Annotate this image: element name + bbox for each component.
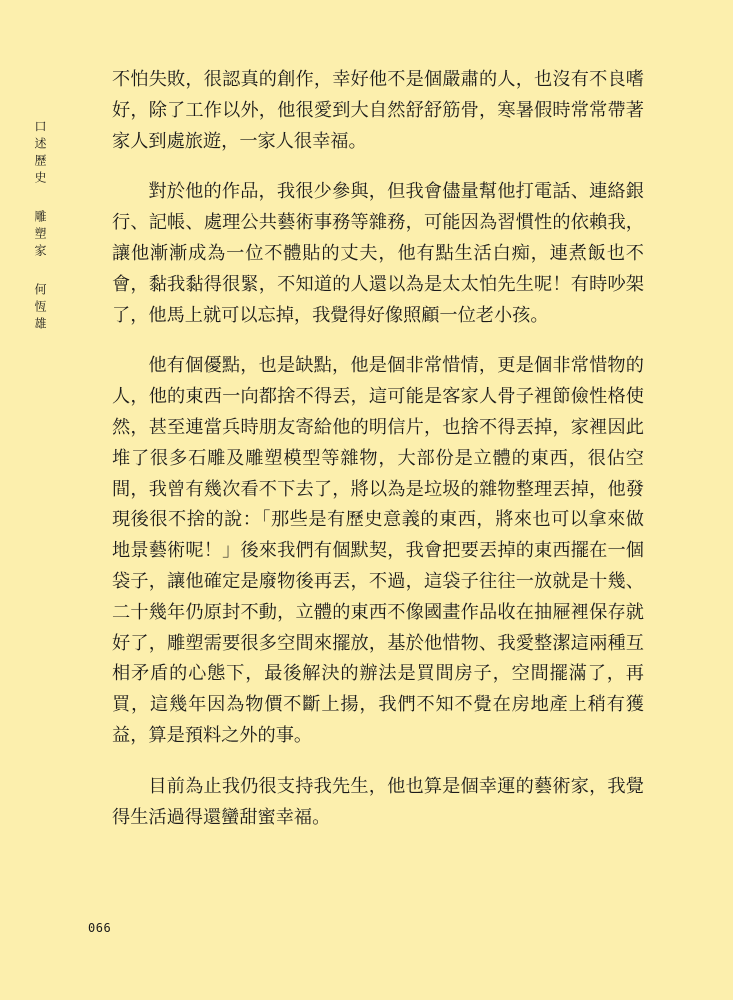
artist-name: 何恆雄 (33, 283, 47, 334)
page-number: 066 (88, 921, 112, 935)
paragraph-4: 目前為止我仍很支持我先生，他也算是個幸運的藝術家，我覺得生活過得還蠻甜蜜幸福。 (112, 775, 644, 828)
paragraph-2: 對於他的作品，我很少參與，但我會儘量幫他打電話、連絡銀行、記帳、處理公共藝術事務等雜務，可能因為習慣性的依賴我，讓他漸漸成為一位不體貼的丈夫，他有點生活白痴，連煮飯也不會，黏我黏得很緊，不知道的人還以為是太太怕先生呢！有時吵架了，他馬上就可以忘掉，我覺得好像照顧一位老小孩。 (112, 181, 644, 326)
series-title: 口述歷史 (33, 120, 47, 188)
paragraph-1: 不怕失敗，很認真的創作，幸好他不是個嚴肅的人，也沒有不良嗜好，除了工作以外，他很愛到大自然舒舒筋骨，寒暑假時常常帶著家人到處旅遊，一家人很幸福。 (112, 69, 644, 152)
paragraph-3: 他有個優點，也是缺點，他是個非常惜情，更是個非常惜物的人，他的東西一向都捨不得丟，這可能是客家人骨子裡節儉性格使然，甚至連當兵時朋友寄給他的明信片，也捨不得丟掉，家裡因此堆了很多石雕及雕塑模型等雜物，大部份是立體的東西，很佔空間，我曾有幾次看不下去了，將以為是垃圾的雜物整理丟掉，他發現後很不捨的說：「那些是有歷史意義的東西，將來也可以拿來做地景藝術呢！」後來我們有個默契，我會把要丟掉的東西擺在一個袋子，讓他確定是廢物後再丟，不過，這袋子往往一放就是十幾、二十幾年仍原封不動，立體的東西不像國畫作品收在抽屜裡保存就好了，雕塑需要很多空間來擺放，基於他惜物、我愛整潔這兩種互相矛盾的心態下，最後解決的辦法是買間房子，空間擺滿了，再買，這幾年因為物價不斷上揚，我們不知不覺在房地產上稍有獲益，算是預料之外的事。 (112, 355, 644, 746)
running-header (30, 120, 50, 334)
profession-label: 雕塑家 (33, 210, 47, 261)
body-text (112, 65, 644, 853)
